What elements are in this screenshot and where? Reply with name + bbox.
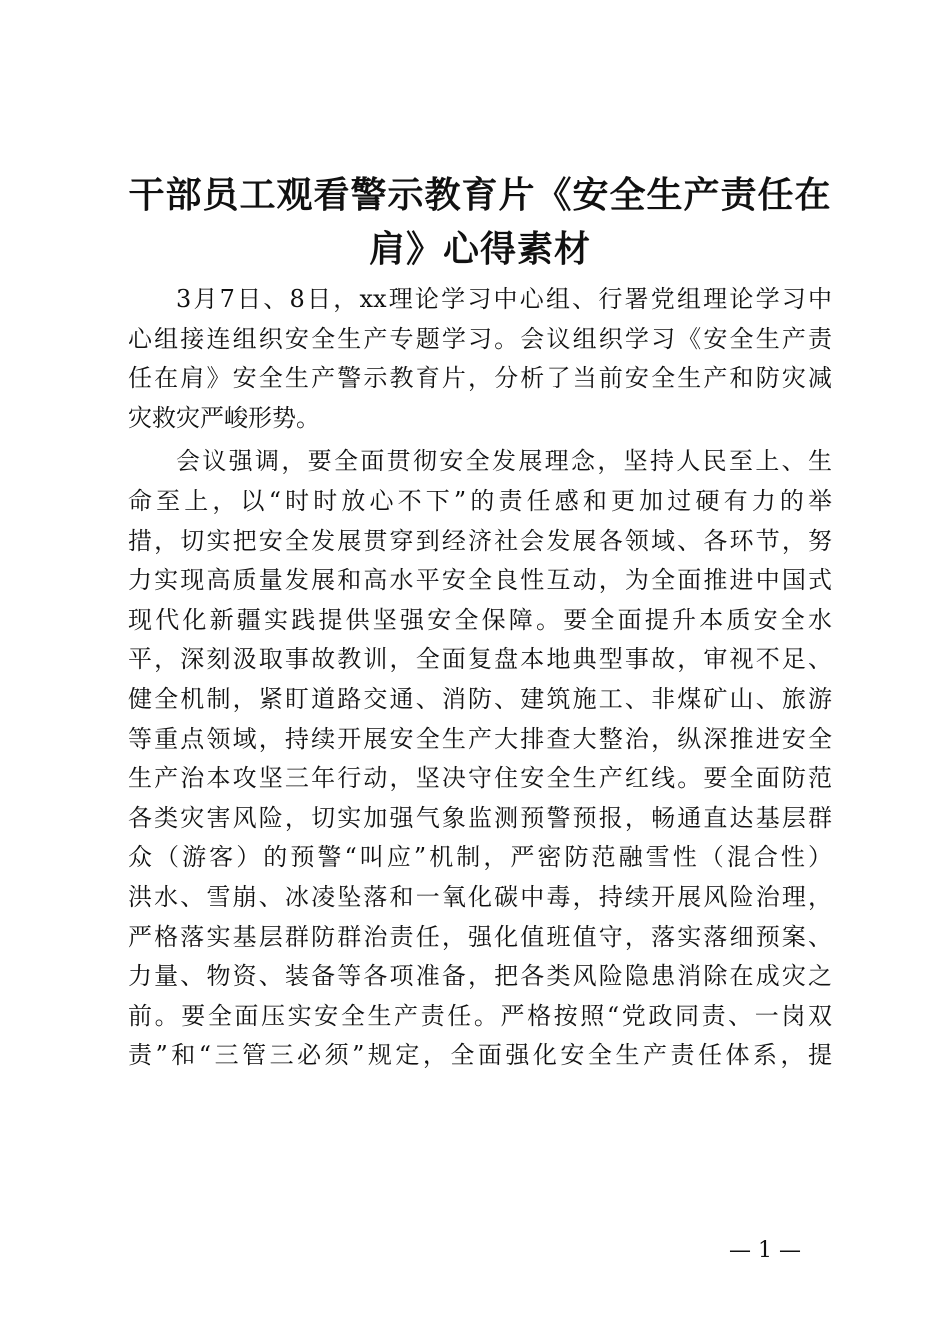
paragraph-line: 前。要全面压实安全生产责任。严格按照“党政同责、一岗双	[128, 1001, 832, 1030]
paragraph-line: 众（游客）的预警“叫应”机制，严密防范融雪性（混合性）	[128, 843, 832, 872]
paragraph-line: 洪水、雪崩、冰凌坠落和一氧化碳中毒，持续开展风险治理，	[128, 882, 832, 911]
paragraph-line: 生产治本攻坚三年行动，坚决守住安全生产红线。要全面防范	[128, 764, 832, 793]
paragraph-line: 命至上，以“时时放心不下”的责任感和更加过硬有力的举	[128, 486, 832, 515]
paragraph-line: 力实现高质量发展和高水平安全良性互动，为全面推进中国式	[128, 566, 832, 595]
paragraph-line: 心组接连组织安全生产专题学习。会议组织学习《安全生产责	[128, 324, 832, 353]
paragraph-line: 责”和“三管三必须”规定，全面强化安全生产责任体系，提	[128, 1041, 832, 1070]
page-number: — 1 —	[729, 1238, 801, 1263]
paragraph-line: 健全机制，紧盯道路交通、消防、建筑施工、非煤矿山、旅游	[128, 684, 832, 713]
paragraph-2	[128, 442, 832, 1076]
paragraph-line: 现代化新疆实践提供坚强安全保障。要全面提升本质安全水	[128, 605, 832, 634]
paragraph-1	[128, 280, 832, 438]
title-line: 干部员工观看警示教育片《安全生产责任在	[128, 174, 832, 216]
paragraph-line: 任在肩》安全生产警示教育片，分析了当前安全生产和防灾减	[128, 364, 832, 393]
paragraph-line: 严格落实基层群防群治责任，强化值班值守，落实落细预案、	[128, 922, 832, 951]
paragraph-line: 平，深刻汲取事故教训，全面复盘本地典型事故，审视不足、	[128, 645, 832, 674]
paragraph-line: 3月7日、8日，xx理论学习中心组、行署党组理论学习中	[176, 285, 832, 313]
paragraph-line: 等重点领域，持续开展安全生产大排查大整治，纵深推进安全	[128, 724, 832, 753]
document-title	[120, 168, 840, 276]
paragraph-line: 各类灾害风险，切实加强气象监测预警预报，畅通直达基层群	[128, 803, 832, 832]
paragraph-line: 力量、物资、装备等各项准备，把各类风险隐患消除在成灾之	[128, 962, 832, 991]
paragraph-line: 灾救灾严峻形势。	[128, 403, 320, 432]
document-body	[128, 280, 832, 1080]
paragraph-line: 会议强调，要全面贯彻安全发展理念，坚持人民至上、生	[176, 447, 832, 476]
paragraph-line: 措，切实把安全发展贯穿到经济社会发展各领域、各环节，努	[128, 526, 832, 555]
title-line: 肩》心得素材	[368, 228, 591, 270]
